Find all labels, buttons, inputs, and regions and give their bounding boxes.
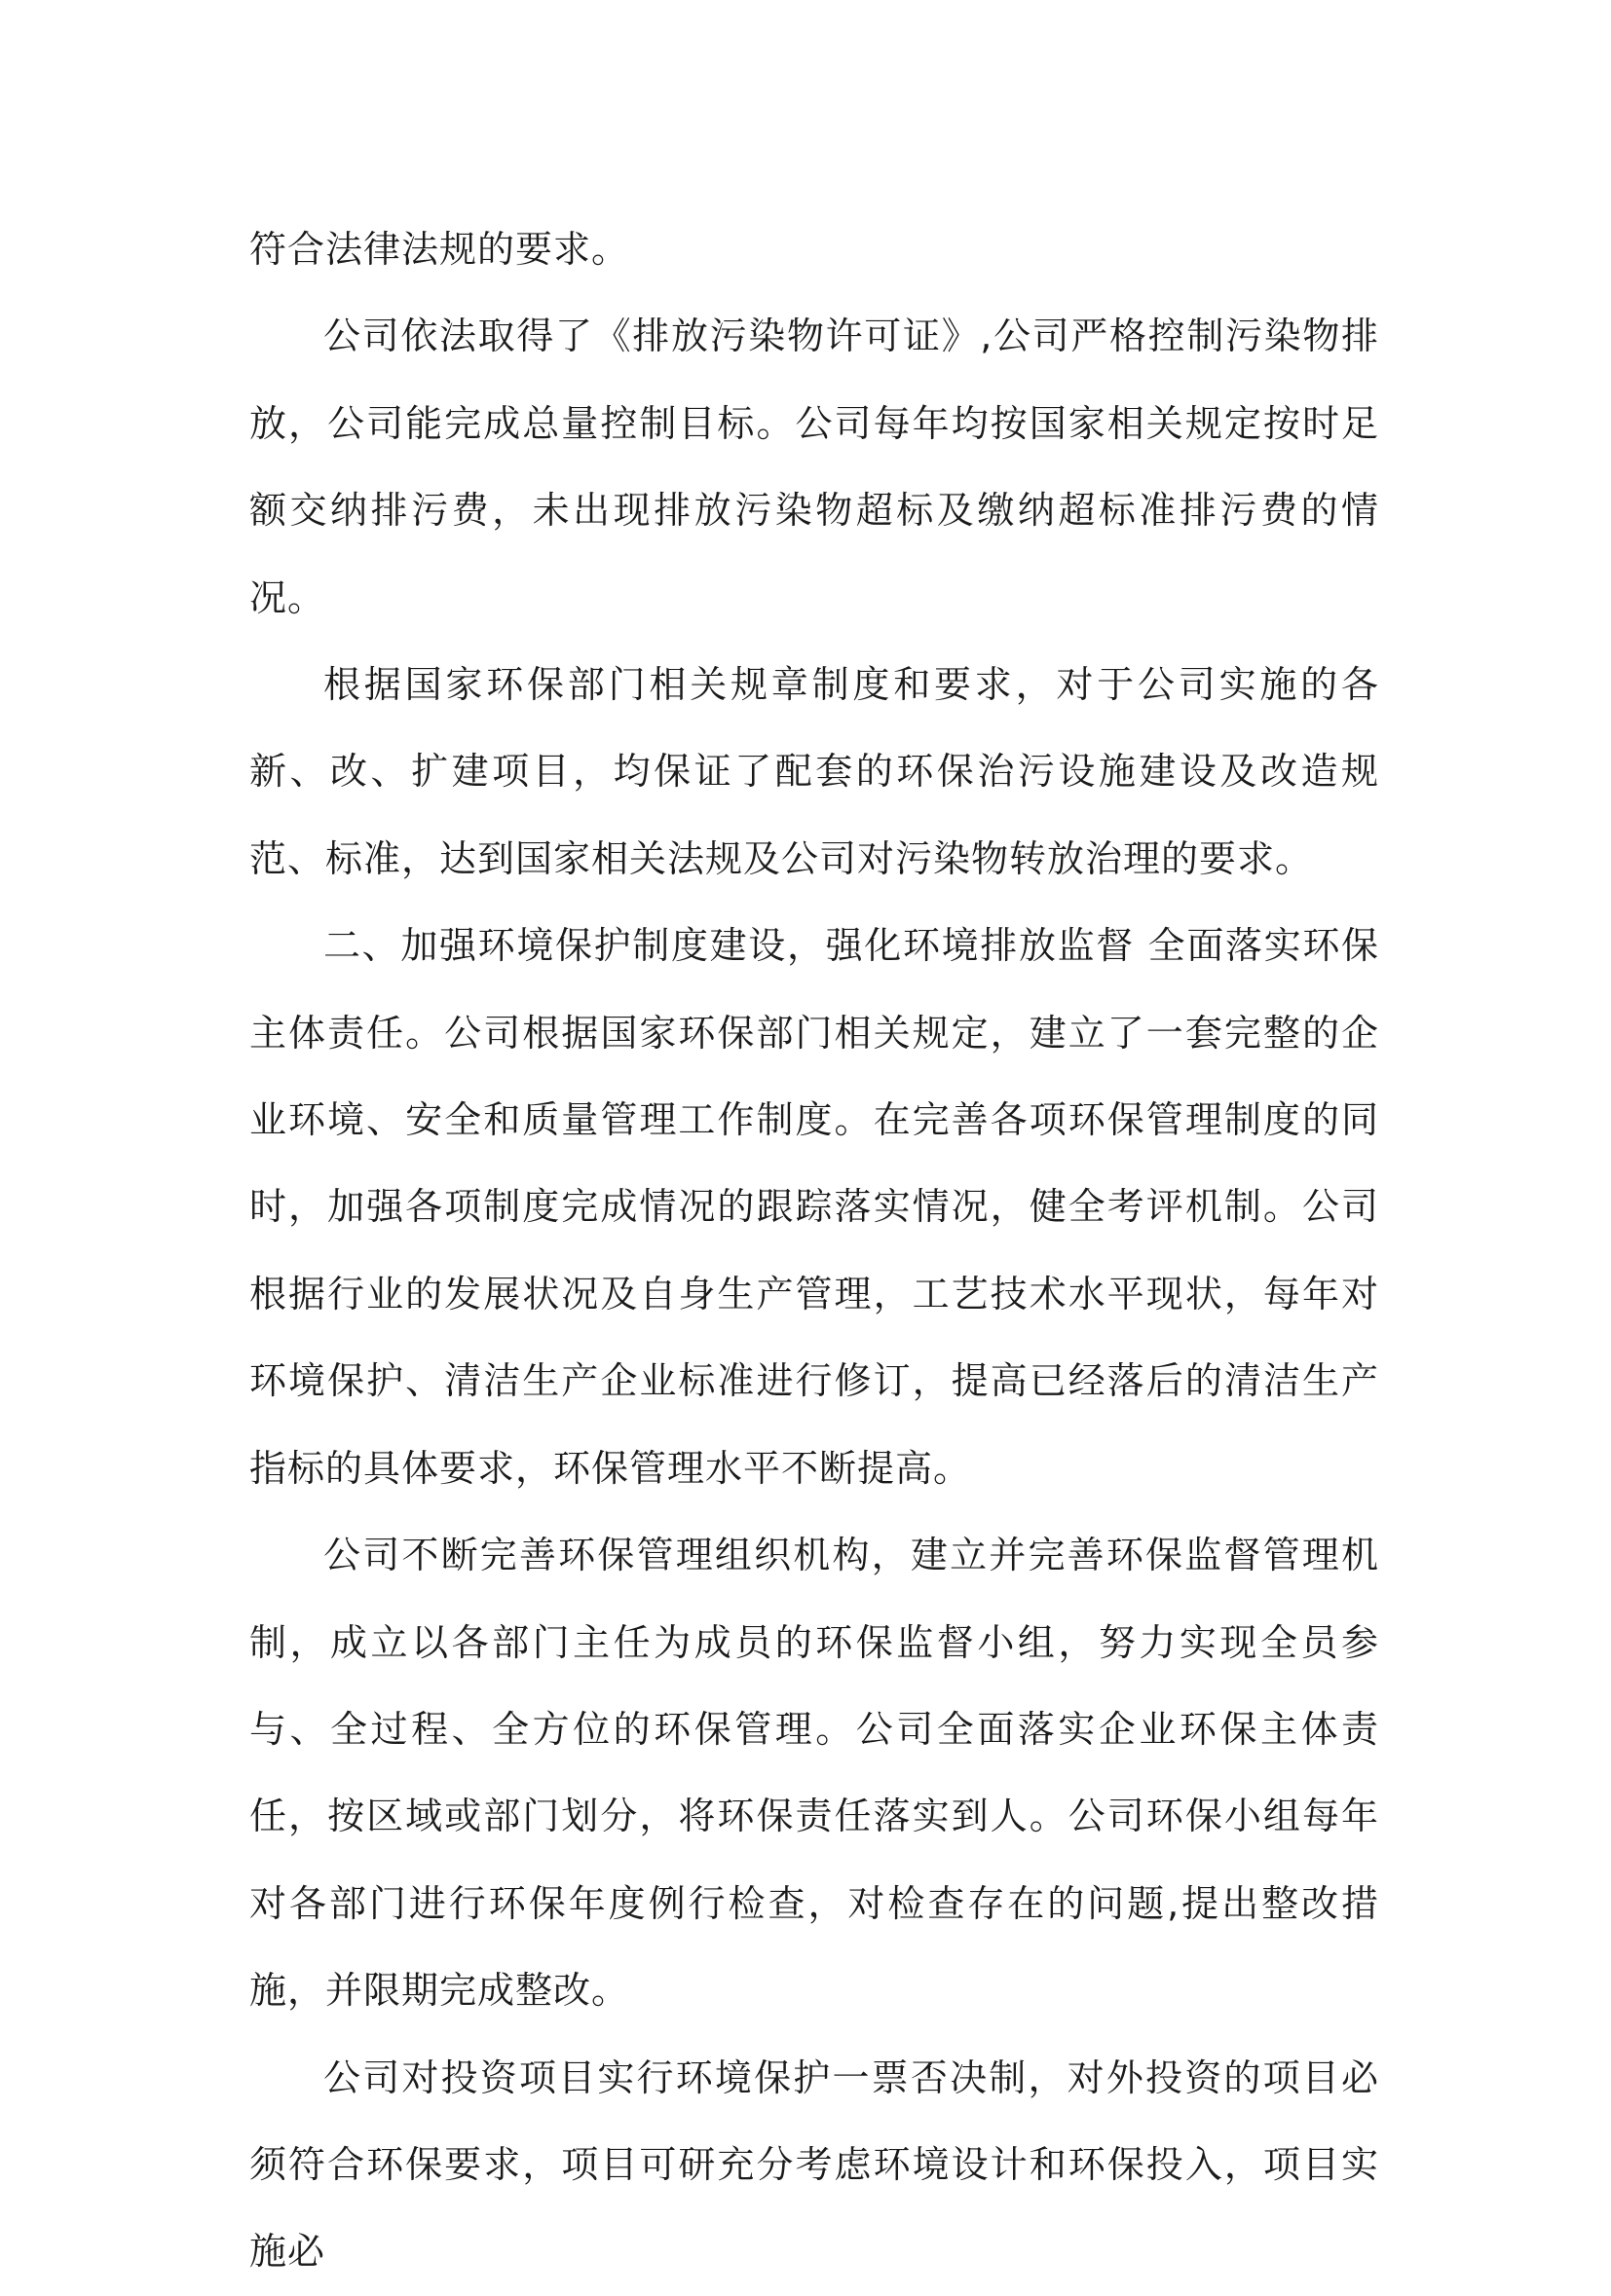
document-body [249, 206, 1379, 2296]
paragraph-management-organization: 公司不断完善环保管理组织机构，建立并完善环保监督管理机制，成立以各部门主任为成员的环保监督小组，努力实现全员参与、全过程、全方位的环保管理。公司全面落实企业环保主体责任，按区域或部门划分，将环保责任落实到人。公司环保小组每年对各部门进行环保年度例行检查，对检查存在的问题,提出整改措施，并限期完成整改。 [249, 1534, 1379, 2013]
paragraph-construction-projects: 根据国家环保部门相关规章制度和要求，对于公司实施的各新、改、扩建项目，均保证了配套的环保治污设施建设及改造规范、标准，达到国家相关法规及公司对污染物转放治理的要求。 [249, 663, 1379, 880]
paragraph-system-building: 二、加强环境保护制度建设，强化环境排放监督 全面落实环保主体责任。公司根据国家环保部门相关规定，建立了一套完整的企业环境、安全和质量管理工作制度。在完善各项环保管理制度的同时，加强各项制度完成情况的跟踪落实情况，健全考评机制。公司根据行业的发展状况及自身生产管理，工艺技术水平现状，每年对环境保护、清洁生产企业标准进行修订，提高已经落后的清洁生产指标的具体要求，环保管理水平不断提高。 [249, 924, 1379, 1490]
paragraph-pollution-permit: 公司依法取得了《排放污染物许可证》,公司严格控制污染物排放，公司能完成总量控制目标。公司每年均按国家相关规定按时足额交纳排污费，未出现排放污染物超标及缴纳超标准排污费的情况。 [249, 315, 1379, 619]
paragraph-continuation: 符合法律法规的要求。 [249, 228, 630, 271]
paragraph-investment-veto: 公司对投资项目实行环境保护一票否决制，对外投资的项目必须符合环保要求，项目可研充分考虑环境设计和环保投入，项目实施必 [249, 2055, 1379, 2274]
